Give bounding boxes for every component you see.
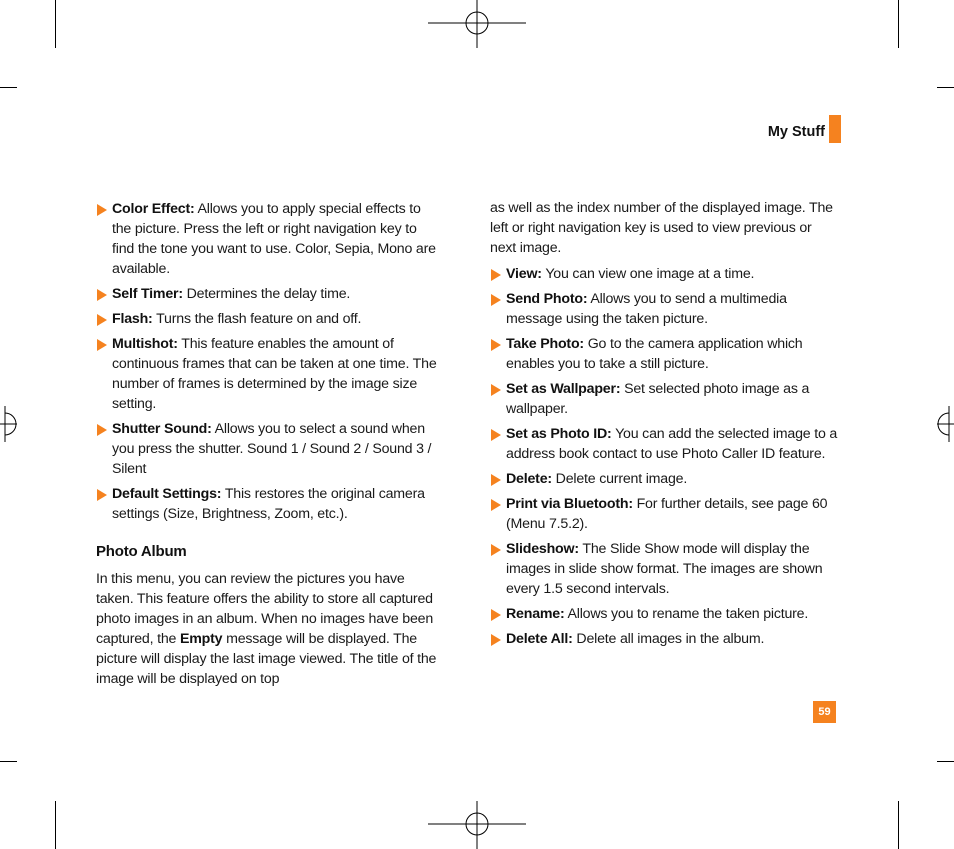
- crop-mark-top-right-h: [937, 87, 954, 88]
- item-description: You can view one image at a time.: [545, 266, 755, 282]
- bullet-arrow-icon: [97, 339, 107, 351]
- bullet-arrow-icon: [97, 489, 107, 501]
- bullet-arrow-icon: [491, 339, 501, 351]
- item-description: Set selected photo image as a wallpaper.: [506, 381, 810, 417]
- item-description: Allows you to apply special effects to the picture. Press the left or right navigation key to find the tone you want to use. Color, Sepia, Mono are available.: [112, 201, 436, 277]
- list-item: [490, 469, 840, 489]
- camera-settings-list: [96, 199, 442, 524]
- item-description: Allows you to select a sound when you press the shutter. Sound 1 / Sound 2 / Sound 3 / Silent: [112, 421, 432, 477]
- left-column: [96, 199, 442, 695]
- photo-album-intro-continued: as well as the index number of the displayed image. The left or right navigation key is used to view previous or next image.: [490, 200, 833, 256]
- crop-mark-top-right-v: [898, 0, 899, 48]
- list-item: [490, 264, 840, 284]
- page-number: 59: [813, 701, 836, 723]
- crop-mark-bottom-right-v: [898, 801, 899, 849]
- list-item: [96, 419, 442, 479]
- item-description: Delete current image.: [555, 471, 688, 487]
- bullet-arrow-icon: [97, 314, 107, 326]
- bullet-arrow-icon: [491, 609, 501, 621]
- list-item: [490, 539, 840, 599]
- album-options-list: [490, 264, 840, 649]
- photo-album-intro: In this menu, you can review the pictures you have taken. This feature offers the ability to store all captured photo images in an album. When no images have been captured, the Empty message will be displayed. The picture will display the last image viewed. The title of the image will be displayed on top: [96, 571, 437, 687]
- item-description: Go to the camera application which enables you to take a still picture.: [506, 336, 803, 372]
- item-term: Set as Wallpaper:: [506, 381, 621, 397]
- bullet-arrow-icon: [491, 544, 501, 556]
- list-item: [490, 629, 840, 649]
- registration-mark-bottom-icon: [428, 801, 526, 849]
- item-description: This feature enables the amount of continuous frames that can be taken at one time. The number of frames is determined by the image size setting.: [112, 336, 437, 412]
- bullet-arrow-icon: [491, 634, 501, 646]
- list-item: [490, 604, 840, 624]
- crop-mark-top-left-v: [55, 0, 56, 48]
- list-item: [490, 334, 840, 374]
- section-title: Photo Album: [96, 543, 187, 560]
- bullet-arrow-icon: [491, 294, 501, 306]
- bullet-arrow-icon: [97, 424, 107, 436]
- crop-mark-bottom-right-h: [937, 761, 954, 762]
- item-term: Take Photo:: [506, 336, 584, 352]
- empty-keyword: Empty: [179, 631, 223, 647]
- section-header-title: My Stuff: [767, 124, 825, 140]
- item-description: Allows you to send a multimedia message using the taken picture.: [506, 291, 787, 327]
- bullet-arrow-icon: [491, 269, 501, 281]
- bullet-arrow-icon: [491, 384, 501, 396]
- item-description: Turns the flash feature on and off.: [156, 311, 362, 327]
- list-item: [96, 199, 442, 279]
- item-term: Slideshow:: [506, 541, 579, 557]
- item-description: You can add the selected image to a address book contact to use Photo Caller ID feature.: [506, 426, 838, 462]
- list-item: [490, 289, 840, 329]
- item-term: Flash:: [112, 311, 153, 327]
- item-description: For further details, see page 60 (Menu 7.5.2).: [506, 496, 828, 532]
- item-term: Delete All:: [506, 631, 573, 647]
- item-term: Send Photo:: [506, 291, 588, 307]
- item-description: The Slide Show mode will display the images in slide show format. The images are shown every 1.5 second intervals.: [506, 541, 823, 597]
- item-description: Delete all images in the album.: [576, 631, 765, 647]
- item-term: Rename:: [506, 606, 565, 622]
- registration-mark-left-icon: [0, 404, 17, 444]
- item-description: Determines the delay time.: [186, 286, 351, 302]
- item-term: Delete:: [506, 471, 552, 487]
- item-term: View:: [506, 266, 542, 282]
- list-item: [96, 309, 442, 329]
- bullet-arrow-icon: [491, 474, 501, 486]
- registration-mark-right-icon: [937, 404, 954, 444]
- crop-mark-bottom-left-h: [0, 761, 17, 762]
- list-item: [490, 424, 840, 464]
- item-term: Self Timer:: [112, 286, 183, 302]
- list-item: [490, 494, 840, 534]
- bullet-arrow-icon: [97, 204, 107, 216]
- list-item: [96, 334, 442, 414]
- header-tab-marker: [829, 115, 841, 143]
- crop-mark-bottom-left-v: [55, 801, 56, 849]
- right-column: [490, 198, 840, 654]
- item-term: Print via Bluetooth:: [506, 496, 633, 512]
- bullet-arrow-icon: [97, 289, 107, 301]
- bullet-arrow-icon: [491, 429, 501, 441]
- item-description: This restores the original camera settings (Size, Brightness, Zoom, etc.).: [112, 486, 425, 522]
- crop-mark-top-left-h: [0, 87, 17, 88]
- item-term: Set as Photo ID:: [506, 426, 612, 442]
- item-term: Default Settings:: [112, 486, 222, 502]
- list-item: [490, 379, 840, 419]
- item-term: Multishot:: [112, 336, 178, 352]
- list-item: [96, 284, 442, 304]
- registration-mark-top-icon: [428, 0, 526, 48]
- item-term: Color Effect:: [112, 201, 195, 217]
- bullet-arrow-icon: [491, 499, 501, 511]
- item-description: Allows you to rename the taken picture.: [567, 606, 809, 622]
- item-term: Shutter Sound:: [112, 421, 212, 437]
- list-item: [96, 484, 442, 524]
